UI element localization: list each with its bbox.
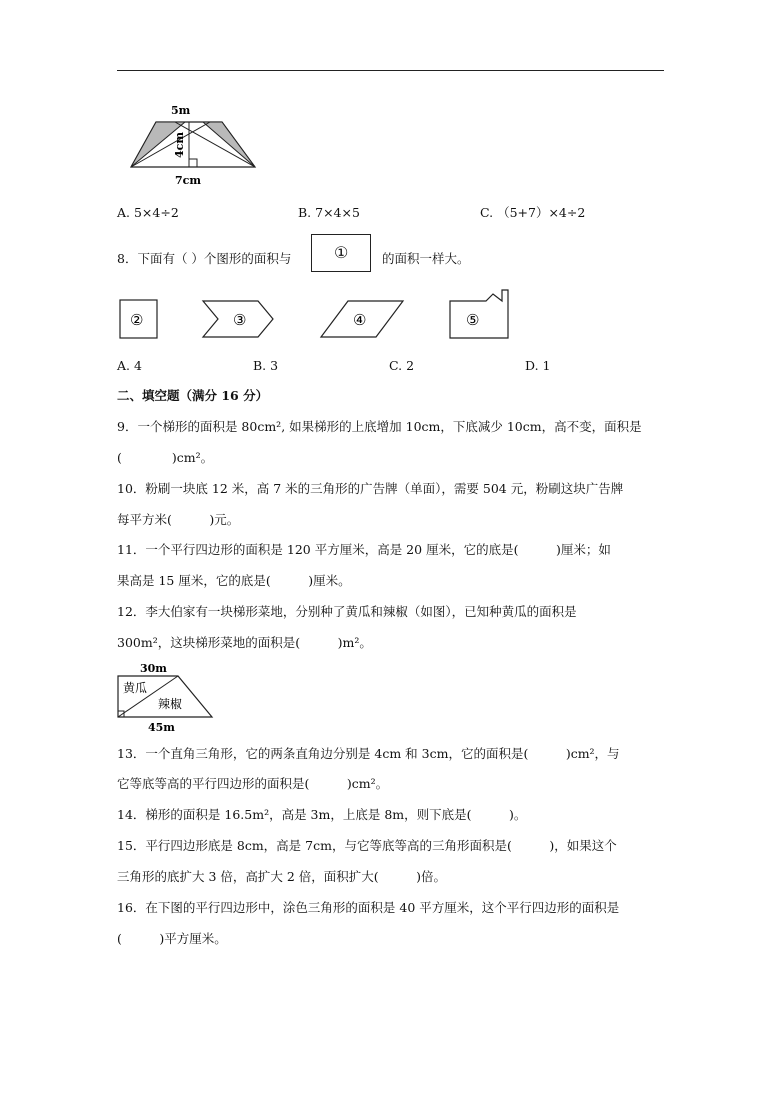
section-title: 二、填空题（满分 16 分） [117, 388, 269, 403]
q11-line2: 果高是 15 厘米，它的底是( )厘米。 [117, 573, 351, 588]
header-rule [117, 70, 664, 71]
q7-option-b: B. 7×4×5 [298, 205, 360, 220]
q7-trapezoid-figure [115, 100, 265, 190]
q7-fig-bottom: 7cm [175, 174, 201, 187]
q8-option-d: D. 1 [525, 358, 551, 373]
q7-option-c: C. （5+7）×4÷2 [480, 205, 586, 220]
q9-line1: 9．一个梯形的面积是 80cm², 如果梯形的上底增加 10cm，下底减少 10cm，高不变，面积是 [117, 419, 642, 434]
q10-line2: 每平方米( )元。 [117, 512, 240, 527]
q12-fig-left: 黄瓜 [123, 681, 148, 695]
q15-line1: 15．平行四边形底是 8cm，高是 7cm，与它等底等高的三角形面积是( )，如果这个 [117, 838, 617, 853]
q15-line2: 三角形的底扩大 3 倍，高扩大 2 倍，面积扩大( )倍。 [117, 869, 447, 884]
q12-line1: 12．李大伯家有一块梯形菜地，分别种了黄瓜和辣椒（如图），已知种黄瓜的面积是 [117, 604, 577, 619]
q12-trapezoid-figure [112, 658, 222, 736]
q8-option-a: A. 4 [117, 358, 142, 373]
q12-fig-right: 辣椒 [158, 697, 183, 711]
q8-text-after: 的面积一样大。 [382, 251, 470, 266]
q8-shape-label-3: ③ [233, 311, 247, 329]
q13-line2: 它等底等高的平行四边形的面积是( )cm²。 [117, 776, 389, 791]
q14-line1: 14．梯形的面积是 16.5m²，高是 3m，上底是 8m，则下底是( )。 [117, 807, 527, 822]
q11-line1: 11．一个平行四边形的面积是 120 平方厘米，高是 20 厘米，它的底是( )厘米；如 [117, 542, 611, 557]
q8-shape-label-4: ④ [353, 311, 367, 329]
q8-option-b: B. 3 [253, 358, 279, 373]
q8-shapes-figure [110, 290, 530, 350]
q16-line2: ( )平方厘米。 [117, 931, 227, 946]
q13-line1: 13．一个直角三角形，它的两条直角边分别是 4cm 和 3cm，它的面积是( )cm²，与 [117, 746, 620, 761]
q8-shape-label-2: ② [130, 311, 144, 329]
q8-option-c: C. 2 [389, 358, 415, 373]
q12-fig-top: 30m [140, 662, 167, 675]
q8-ref-rectangle [311, 234, 371, 272]
q8-shape-label-5: ⑤ [466, 311, 480, 329]
q10-line1: 10．粉刷一块底 12 米，高 7 米的三角形的广告牌（单面），需要 504 元，粉刷这块广告牌 [117, 481, 624, 496]
q16-line1: 16．在下图的平行四边形中，涂色三角形的面积是 40 平方厘米，这个平行四边形的面积是 [117, 900, 620, 915]
q9-line2: ( )cm²。 [117, 450, 214, 465]
q8-text-before: 8．下面有（ ）个图形的面积与 [117, 251, 292, 266]
q12-line2: 300m²，这块梯形菜地的面积是( )m²。 [117, 635, 372, 650]
q7-fig-height: 4cm [173, 132, 186, 158]
q8-ref-label: ① [334, 243, 349, 262]
q12-fig-bottom: 45m [148, 721, 175, 734]
q7-option-a: A. 5×4÷2 [117, 205, 179, 220]
q7-fig-top: 5m [171, 104, 191, 117]
